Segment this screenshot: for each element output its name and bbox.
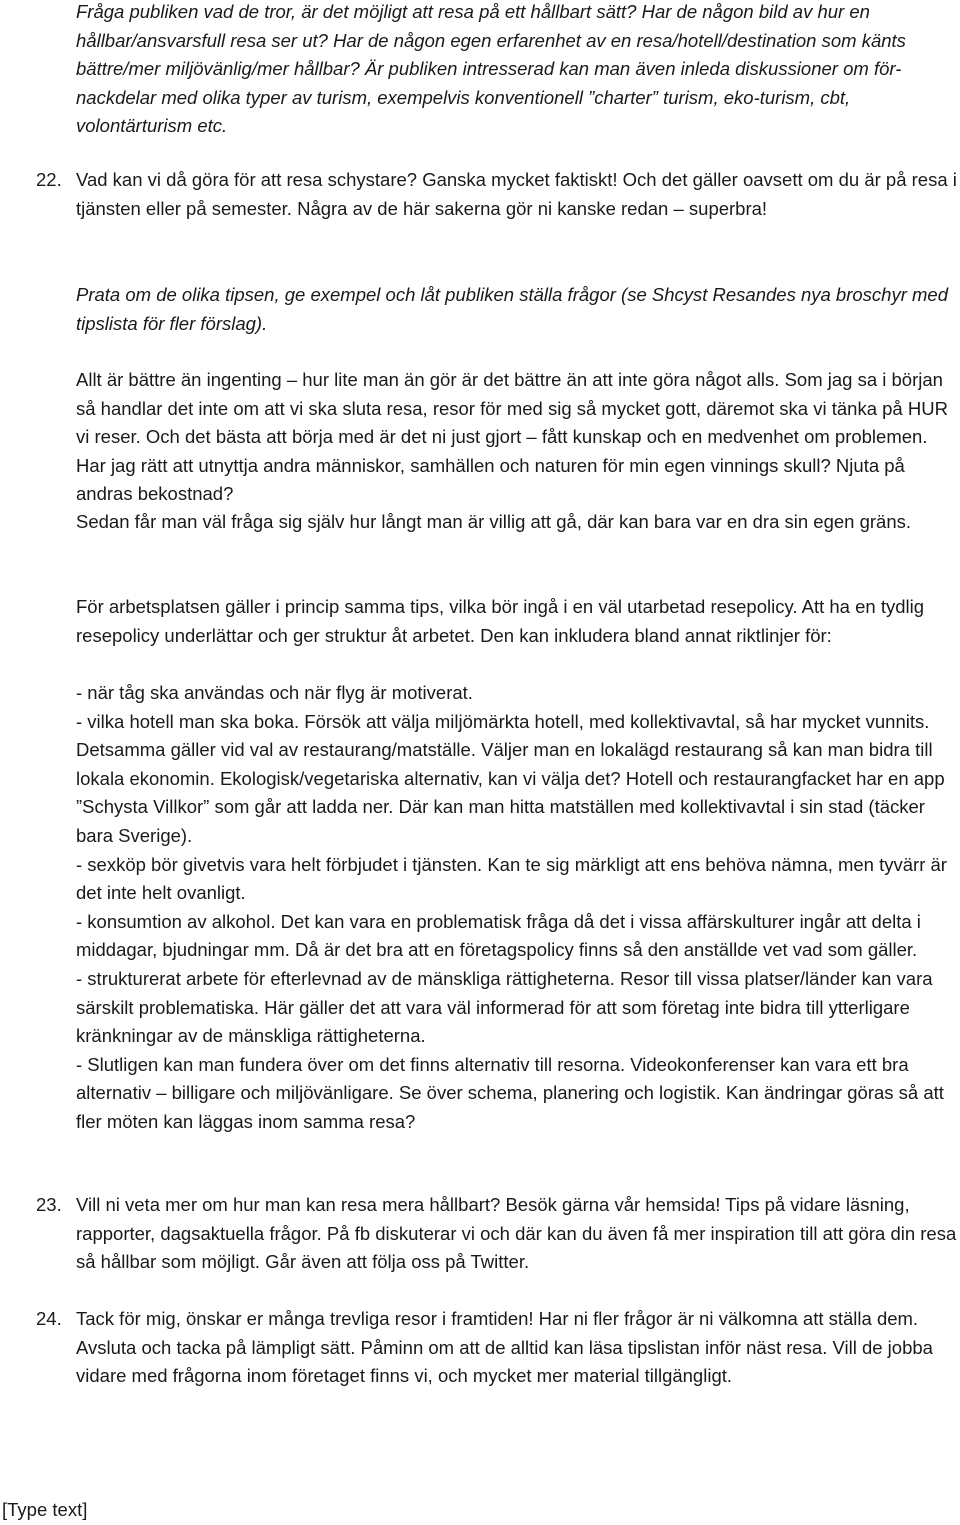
item-number: 23.	[36, 1194, 62, 1215]
list-item: - vilka hotell man ska boka. Försök att välja miljömärkta hotell, med kollektivavtal, så har mycket vunnits. Detsamma gäller vid val av restaurang/matställe. Väljer man en lokalägd restaurang så kan man bidra till lokala ekonomin. Ekologisk/vegetariska alternativ, kan vi välja det? Hotell och restaurangfacket har en app ”Schysta Villkor” som går att ladda ner. Där kan man hitta matställen med kollektivavtal i sin stad (täcker bara Sverige).	[76, 710, 945, 846]
allt-paragraph: Allt är bättre än ingenting – hur lite man än gör är det bättre än att inte göra något alls. Som jag sa i början så handlar det inte om att vi ska sluta resa, resor för med sig så mycket gott, däremot ska vi tänka på HUR vi reser. Och det bästa att börja med är det ni just gjort – fått kunskap och en medvenhet om problemen. Har jag rätt att utnyttja andra människor, samhällen och naturen för min egen vinnings skull? Njuta på andras bekostnad?	[76, 369, 948, 505]
prata-paragraph: Prata om de olika tipsen, ge exempel och låt publiken ställa frågor (se Shcyst Resandes nya broschyr med tipslista för fler förslag).	[76, 284, 949, 334]
page-footer: [Type text]	[2, 1499, 88, 1520]
list-item: - när tåg ska användas och när flyg är motiverat.	[76, 682, 473, 703]
sedan-paragraph: Sedan får man väl fråga sig själv hur långt man är villig att gå, där kan bara var en dra sin egen gräns.	[76, 511, 912, 532]
item-number: 22.	[36, 169, 62, 190]
item-number: 24.	[36, 1308, 62, 1329]
item-text: Tack för mig, önskar er många trevliga resor i framtiden! Har ni fler frågor är ni välkomna att ställa dem. Avsluta och tacka på lämpligt sätt. Påminn om att de alltid kan läsa tipslistan inför näst resa. Vill de jobba vidare med frågorna inom företaget finns vi, och mycket mer material tillgängligt.	[76, 1308, 933, 1387]
intro-paragraph: Fråga publiken vad de tror, är det möjligt att resa på ett hållbart sätt? Har de någon bild av hur en hållbar/ansvarsfull resa ser ut? Har de någon egen erfarenhet av en resa/hotell/destination som känts bättre/mer miljövänlig/mer hållbar? Är publiken intresserad kan man även inleda diskussioner om för-nackdelar med olika typer av turism, exempelvis konventionell ”charter” turism, eko-turism, cbt, volontärturism etc.	[76, 1, 906, 137]
item-text: Vad kan vi då göra för att resa schystare? Ganska mycket faktiskt! Och det gäller oavsett om du är på resa i tjänsten eller på semester. Några av de här sakerna gör ni kanske redan – superbra!	[76, 169, 957, 219]
arbetsplatsen-paragraph: För arbetsplatsen gäller i princip samma tips, vilka bör ingå i en väl utarbetad resepolicy. Att ha en tydlig resepolicy underlättar och ger struktur åt arbetet. Den kan inkludera bland annat riktlinjer för:	[76, 596, 925, 646]
list-item-24	[36, 1305, 960, 1391]
list-item: - sexköp bör givetvis vara helt förbjudet i tjänsten. Kan te sig märkligt att ens behöva nämna, men tyvärr är det inte helt ovanligt.	[76, 853, 947, 904]
list-item: - konsumtion av alkohol. Det kan vara en problematisk fråga då det i vissa affärskulturer ingår att delta i middagar, bjudningar mm. Då är det bra att en företagspolicy finns så den anställde vet vad som gäller.	[76, 910, 921, 961]
list-item: - strukturerat arbete för efterlevnad av de mänskliga rättigheterna. Resor till vissa platser/länder kan vara särskilt problematiska. Här gäller det att vara väl informerad för att som företag inte bidra till ytterligare kränkningar av de mänskliga rättigheterna.	[76, 967, 933, 1047]
list-item: - Slutligen kan man fundera över om det finns alternativ till resorna. Videokonferenser kan vara ett bra alternativ – billigare och miljövänligare. Se över schema, planering och logistik. Kan ändringar göras så att fler möten kan läggas inom samma resa?	[76, 1053, 944, 1132]
list-item-22	[36, 166, 960, 223]
item-text: Vill ni veta mer om hur man kan resa mera hållbart? Besök gärna vår hemsida! Tips på vidare läsning, rapporter, dagsaktuella frågor. På fb diskuterar vi och där kan du även få mer inspiration till att göra din resa så hållbar som möjligt. Går även att följa oss på Twitter.	[76, 1194, 957, 1273]
list-item-23	[36, 1191, 960, 1277]
guideline-list	[76, 679, 960, 1137]
